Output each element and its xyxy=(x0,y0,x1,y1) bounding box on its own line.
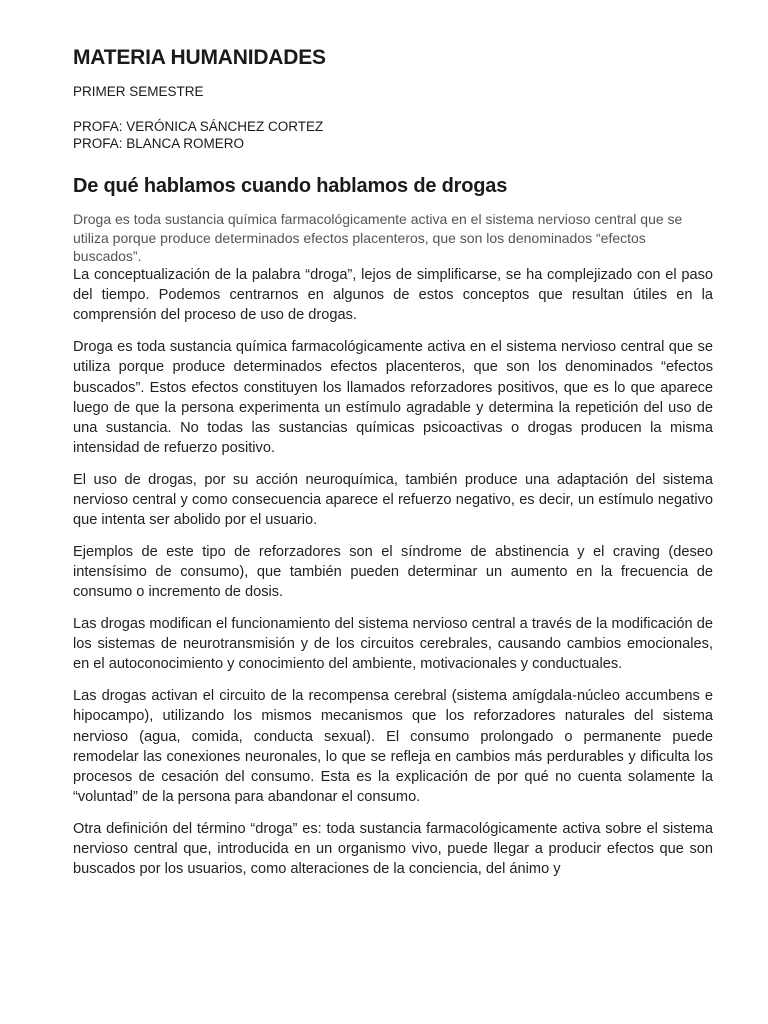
paragraph: Las drogas modifican el funcionamiento del sistema nervioso central a través de la modificación de los sistemas de neurotransmisión y de los circuitos cerebrales, causando cambios emocionales, en el autoconocimiento y conocimiento del ambiente, motivacionales y conductuales. xyxy=(73,616,713,673)
paragraph: Ejemplos de este tipo de reforzadores son el síndrome de abstinencia y el craving (deseo intensísimo de consumo), que también pueden determinar un aumento en la frecuencia de consumo o incremento de dosis. xyxy=(73,543,713,601)
paragraph: Otra definición del término “droga” es: toda sustancia farmacológicamente activa sobre el sistema nervioso central que, introducida en un organismo vivo, puede llegar a producir efectos que son buscados por los usuarios, como alteraciones de la conciencia, del ánimo y xyxy=(73,820,713,878)
course-title: MATERIA HUMANIDADES xyxy=(73,46,326,69)
teacher-line-2: PROFA: BLANCA ROMERO xyxy=(73,136,245,151)
paragraph: La conceptualización de la palabra “droga”, lejos de simplificarse, se ha complejizado con el paso del tiempo. Podemos centrarnos en algunos de estos conceptos que resultan útiles en la comprensión del proceso de uso de drogas. xyxy=(73,267,713,324)
section-title: De qué hablamos cuando hablamos de drogas xyxy=(73,175,508,197)
paragraph: Droga es toda sustancia química farmacológicamente activa en el sistema nervioso central que se utiliza porque produce determinados efectos placenteros, que son los denominados “efectos buscados”. Estos efectos constituyen los llamados reforzadores positivos, que es lo que aparece luego de que la persona experimenta un estímulo agradable y determina la repetición del uso de una sustancia. No todas las sustancias químicas psicoactivas o drogas producen la misma intensidad de refuerzo positivo. xyxy=(73,339,713,457)
semester-label: PRIMER SEMESTRE xyxy=(73,84,204,99)
paragraph: El uso de drogas, por su acción neuroquímica, también produce una adaptación del sistema nervioso central y como consecuencia aparece el refuerzo negativo, es decir, un estímulo negativo que intenta ser abolido por el usuario. xyxy=(73,471,713,529)
section-summary: Droga es toda sustancia química farmacológicamente activa en el sistema nervioso central que se utiliza porque produce determinados efectos placenteros, que son los denominados “efectos buscados”. xyxy=(73,211,683,264)
body-text xyxy=(73,265,713,891)
paragraph: Las drogas activan el circuito de la recompensa cerebral (sistema amígdala-núcleo accumbens e hipocampo), utilizando los mismos mecanismos que los reforzadores naturales del sistema nervioso (agua, comida, conducta sexual). El consumo prolongado o permanente puede remodelar las conexiones neuronales, lo que se refleja en cambios más perdurables y dificulta los procesos de cesación del consumo. Esta es la explicación de por qué no cuenta solamente la “voluntad” de la persona para abandonar el consumo. xyxy=(73,688,713,806)
teacher-line-1: PROFA: VERÓNICA SÁNCHEZ CORTEZ xyxy=(73,119,324,134)
